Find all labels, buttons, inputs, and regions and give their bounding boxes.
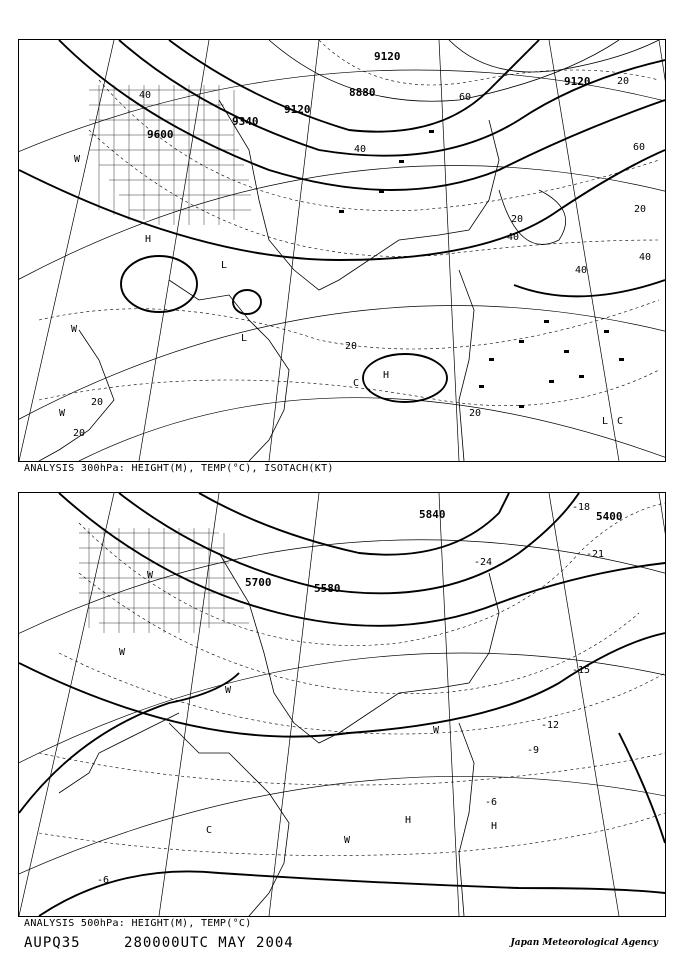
isotach-label: 40	[139, 90, 152, 101]
system-label: C	[353, 378, 360, 389]
isotach-label: 20	[91, 397, 104, 408]
isotach-label: 40	[354, 144, 367, 155]
isotach-label: 20	[634, 204, 647, 215]
hatched-region	[89, 85, 251, 225]
height-labels	[147, 50, 591, 141]
isotach-label: 20	[469, 408, 482, 419]
system-label: W	[59, 408, 66, 419]
height-label: 9120	[284, 103, 311, 116]
height-label: 5700	[245, 576, 272, 589]
isotach-label: 40	[507, 232, 520, 243]
system-label: W	[147, 570, 154, 581]
system-label: C	[617, 416, 624, 427]
caption-300hpa: ANALYSIS 300hPa: HEIGHT(M), TEMP(°C), ISOTACH(KT)	[24, 463, 334, 474]
system-label: W	[344, 835, 351, 846]
map-panel-300hpa	[18, 39, 666, 462]
height-label: 9340	[232, 115, 259, 128]
system-label: W	[71, 324, 78, 335]
system-label: W	[225, 685, 232, 696]
map-panel-500hpa	[18, 492, 666, 917]
agency-credit: Japan Meteorological Agency	[510, 938, 658, 948]
map-500hpa-drawing	[19, 493, 665, 916]
system-label: L	[602, 416, 609, 427]
temperature-label: -6	[485, 797, 498, 808]
system-label: H	[383, 370, 390, 381]
map-300hpa-drawing	[19, 40, 665, 461]
coastline	[39, 100, 499, 461]
temperature-label: -18	[572, 502, 591, 513]
temperature-label: -12	[541, 720, 560, 731]
isotach-label: 20	[345, 341, 358, 352]
height-label: 5580	[314, 582, 341, 595]
isotach-label: 20	[511, 214, 524, 225]
system-label: W	[119, 647, 126, 658]
isotach-label: 60	[459, 92, 472, 103]
isotach-label: 20	[73, 428, 86, 439]
temperature-labels	[97, 502, 604, 886]
height-label: 5400	[596, 510, 623, 523]
temperature-label: -15	[572, 665, 591, 676]
height-contours	[19, 40, 665, 402]
chart-code: AUPQ35	[24, 935, 81, 951]
height-label: 9120	[374, 50, 401, 63]
system-label: L	[221, 260, 228, 271]
caption-500hpa: ANALYSIS 500hPa: HEIGHT(M), TEMP(°C)	[24, 918, 252, 929]
temperature-label: -6	[97, 875, 110, 886]
isotach-label: 40	[575, 265, 588, 276]
system-label: L	[241, 333, 248, 344]
isotach-label: 40	[639, 252, 652, 263]
graticule	[19, 40, 665, 461]
temperature-label: -9	[527, 745, 540, 756]
isotach-label: 20	[617, 76, 630, 87]
isotach-label: 60	[633, 142, 646, 153]
system-label: W	[433, 725, 440, 736]
temperature-label: -24	[474, 557, 493, 568]
temperature-isotherms	[39, 503, 665, 856]
height-label: 8880	[349, 86, 376, 99]
system-labels	[119, 570, 497, 846]
valid-time: 280000UTC MAY 2004	[124, 935, 294, 951]
system-label: H	[405, 815, 412, 826]
temperature-label: -21	[586, 549, 605, 560]
hatched-region	[79, 528, 249, 633]
system-label: H	[491, 821, 498, 832]
system-label: H	[145, 234, 152, 245]
height-label: 9120	[564, 75, 591, 88]
system-label: C	[206, 825, 213, 836]
height-label: 9600	[147, 128, 174, 141]
system-label: W	[74, 154, 81, 165]
height-label: 5840	[419, 508, 446, 521]
chart-header	[24, 935, 328, 951]
